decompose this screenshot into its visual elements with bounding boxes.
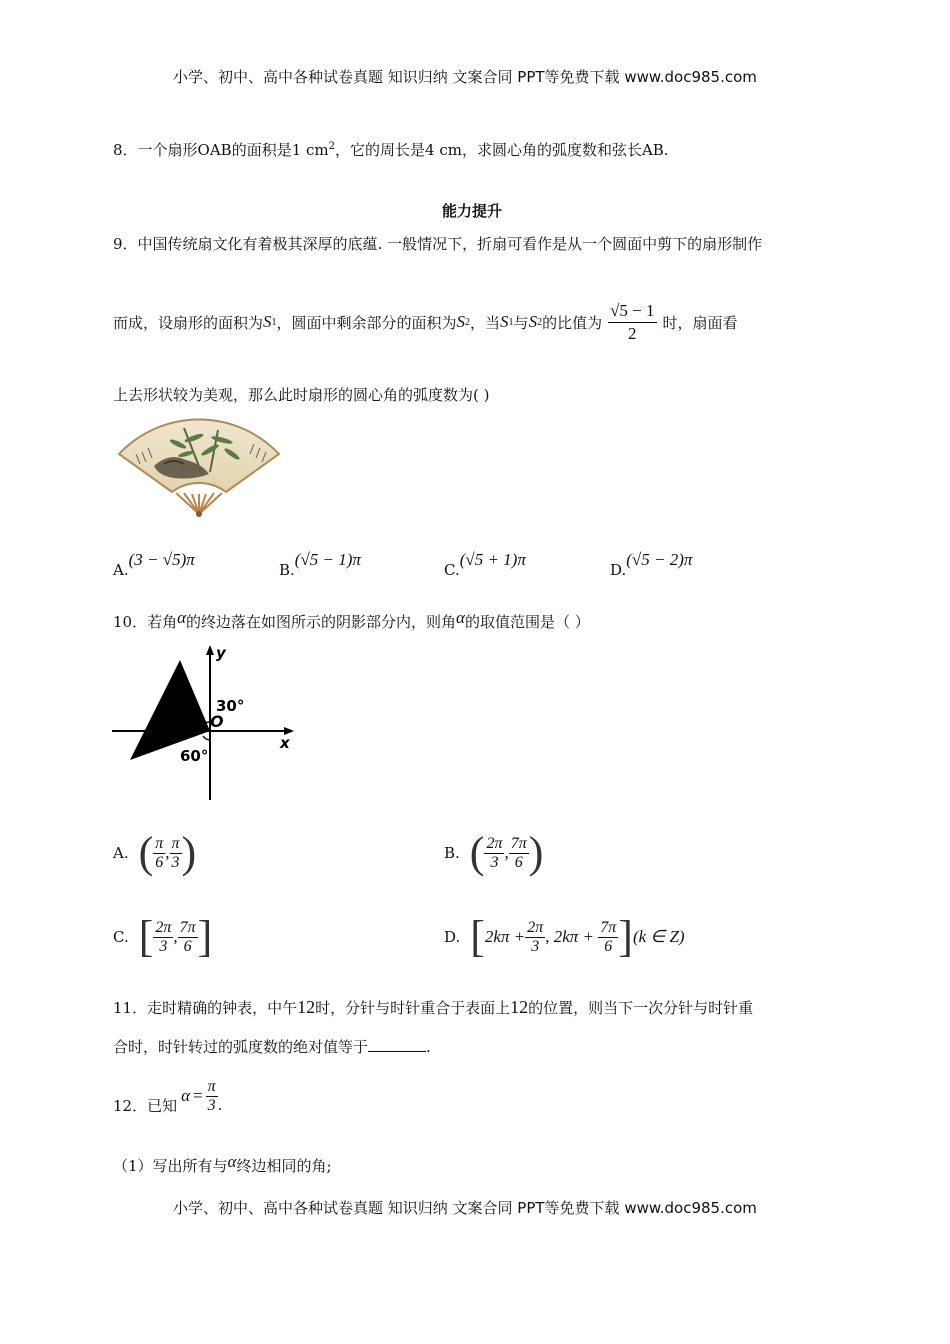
right-bracket: ]	[197, 912, 213, 961]
q9-option-b-label: B.	[279, 561, 295, 579]
y-axis-label: y	[216, 644, 226, 662]
q12-sub1-b: 终边相同的角;	[236, 1157, 332, 1175]
q10-alpha-2: α	[456, 608, 465, 627]
q10-d-suffix: (k ∈ Z)	[632, 927, 685, 946]
q9-ratio-den: 2	[628, 323, 637, 343]
q12-sub1	[113, 1152, 332, 1176]
q10-d-pre2: , 2kπ +	[545, 927, 599, 946]
q12-text-a: 12．已知	[113, 1096, 178, 1115]
frac-num: π	[207, 1077, 216, 1095]
frac-num: π	[171, 834, 180, 852]
q10-option-a-label: A.	[113, 844, 129, 862]
q8-text-a: 8．一个扇形OAB的面积是1 cm	[113, 141, 329, 159]
q12-sub1-a: （1）写出所有与	[113, 1157, 228, 1175]
q10-d-right-frac	[598, 919, 618, 956]
q9-sub2b: 2	[537, 316, 543, 328]
q9-line2-b: ，圆面中剩余部分的面积为	[276, 313, 457, 332]
frac-num: 2π	[155, 918, 172, 936]
frac-num: 7π	[510, 834, 527, 852]
q9-sub2: 2	[465, 316, 471, 328]
q10-c-right-frac	[178, 919, 198, 956]
frac-num: 2π	[527, 918, 544, 936]
frac-den: 6	[183, 937, 192, 955]
q9-line2-d: 与	[513, 313, 529, 332]
q9-ratio-num: √5 − 1	[608, 300, 656, 323]
q9-option-a-label: A.	[113, 561, 129, 579]
frac-den: 3	[490, 853, 499, 871]
frac-num: 7π	[179, 918, 196, 936]
q10-option-b[interactable]: B. ( $\frac{2\pi}{3}$ , $\frac{7\pi}{6}$ )	[444, 828, 544, 877]
q12-alpha: α	[181, 1086, 191, 1105]
left-bracket: [	[138, 912, 154, 961]
q11-answer-blank[interactable]	[368, 1039, 426, 1052]
q9-line2-e: 的比值为	[542, 313, 603, 332]
q9-option-a[interactable]	[113, 550, 195, 579]
q12-eq: =	[193, 1086, 203, 1105]
q10-option-c-label: C.	[113, 928, 129, 946]
q10-text-a: 10．若角	[113, 613, 178, 631]
q11-line2	[113, 1036, 431, 1057]
q9-ratio-fraction	[608, 300, 656, 345]
q8-sup: 2	[328, 141, 336, 152]
q9-option-c-expr: (√5 + 1)π	[459, 550, 526, 569]
q10-d-left-frac	[525, 919, 545, 956]
q10-option-b-label: B.	[444, 844, 460, 862]
folding-fan-image	[114, 414, 284, 518]
section-title: 能力提升	[442, 202, 503, 220]
page-header: 小学、初中、高中各种试卷真题 知识归纳 文案合同 PPT等免费下载 www.doc985.com	[173, 68, 757, 86]
q11-text-a: 11．走时精确的钟表，中午	[113, 999, 298, 1017]
q10-stem	[113, 608, 590, 632]
q9-line2	[113, 296, 738, 348]
q9-sub1: 1	[271, 316, 277, 328]
frac-num: 7π	[600, 918, 617, 936]
q10-option-d[interactable]	[444, 912, 685, 962]
q10-angle-figure	[112, 640, 297, 805]
q10-c-left-frac	[153, 919, 173, 956]
q10-option-a[interactable]: A. ( $\frac{\pi}{6}$ , $\frac{\pi}{3}$ )	[113, 828, 197, 877]
frac-den: 6	[604, 937, 613, 955]
left-bracket: [	[470, 912, 485, 961]
frac-num: 2π	[486, 834, 503, 852]
q9-option-c-label: C.	[444, 561, 460, 579]
q12-sub1-alpha: α	[227, 1152, 237, 1171]
q11-n12b: 12	[510, 997, 529, 1017]
q9-s1b: S	[500, 312, 509, 331]
q11-text-b: 时，分针与时针重合于表面上	[315, 999, 511, 1017]
q11-line2-end: .	[426, 1038, 431, 1056]
frac-den: 3	[531, 937, 540, 955]
q9-s2b: S	[528, 312, 538, 331]
x-axis-label: x	[280, 734, 290, 752]
right-bracket: ]	[618, 912, 633, 961]
angle-60-label: 60°	[180, 747, 209, 765]
q10-option-c[interactable]: C. [ $\frac{2\pi}{3}$ , $\frac{7\pi}{6}$ ]	[113, 912, 213, 961]
q10-d-pre1: 2kπ +	[484, 927, 526, 946]
page-footer: 小学、初中、高中各种试卷真题 知识归纳 文案合同 PPT等免费下载 www.doc985.com	[173, 1199, 757, 1217]
frac-den: 3	[207, 1096, 216, 1114]
q9-option-d[interactable]	[610, 550, 693, 579]
q11-line2-text: 合时，时针转过的弧度数的绝对值等于	[113, 1038, 369, 1056]
frac-den: 3	[159, 937, 168, 955]
q11-line1	[113, 997, 753, 1018]
q9-line2-a: 而成，设扇形的面积为	[113, 313, 264, 332]
origin-label: O	[210, 712, 224, 731]
frac-den: 3	[171, 853, 180, 871]
angle-30-label: 30°	[216, 697, 245, 715]
right-paren: )	[181, 828, 197, 877]
left-paren: (	[138, 828, 154, 877]
q9-line3: 上去形状较为美观，那么此时扇形的圆心角的弧度数为( )	[113, 386, 490, 404]
q9-option-a-expr: (3 − √5)π	[128, 550, 195, 569]
q9-sub1b: 1	[508, 316, 514, 328]
q10-b-left-frac	[484, 835, 504, 872]
q12-stem	[113, 1073, 222, 1119]
q9-line2-f: 时，扇面看	[662, 313, 738, 332]
q10-option-d-label: D.	[444, 928, 461, 946]
q9-s2: S	[456, 312, 466, 331]
q10-alpha-1: α	[177, 608, 187, 627]
right-paren: )	[528, 828, 544, 877]
q9-option-b-expr: (√5 − 1)π	[294, 550, 361, 569]
frac-num: π	[155, 834, 164, 852]
q12-end: .	[217, 1096, 223, 1114]
q9-option-c[interactable]	[444, 550, 526, 579]
q9-option-b[interactable]	[279, 550, 361, 579]
q10-a-right-frac	[170, 835, 182, 872]
q10-text-b: 的终边落在如图所示的阴影部分内，则角	[186, 613, 457, 631]
q9-option-d-expr: (√5 − 2)π	[626, 550, 693, 569]
q11-n12a: 12	[297, 997, 316, 1017]
q10-a-left-frac	[153, 835, 165, 872]
q9-line2-c: ，当	[470, 313, 501, 332]
q9-option-d-label: D.	[610, 561, 627, 579]
q10-text-c: 的取值范围是（ ）	[464, 613, 590, 631]
shaded-region	[130, 660, 210, 760]
q11-text-c: 的位置，则当下一次分针与时针重	[528, 999, 754, 1017]
q12-fraction	[206, 1078, 218, 1115]
q8-text-b: ，它的周长是4 cm，求圆心角的弧度数和弦长AB.	[335, 141, 669, 159]
frac-den: 6	[514, 853, 523, 871]
q9-s1: S	[263, 312, 272, 331]
frac-den: 6	[155, 853, 164, 871]
question-8	[113, 139, 669, 160]
q9-line1: 9．中国传统扇文化有着极其深厚的底蕴. 一般情况下，折扇可看作是从一个圆面中剪下的扇形制作	[113, 235, 763, 253]
left-paren: (	[469, 828, 485, 877]
q10-b-right-frac	[509, 835, 529, 872]
